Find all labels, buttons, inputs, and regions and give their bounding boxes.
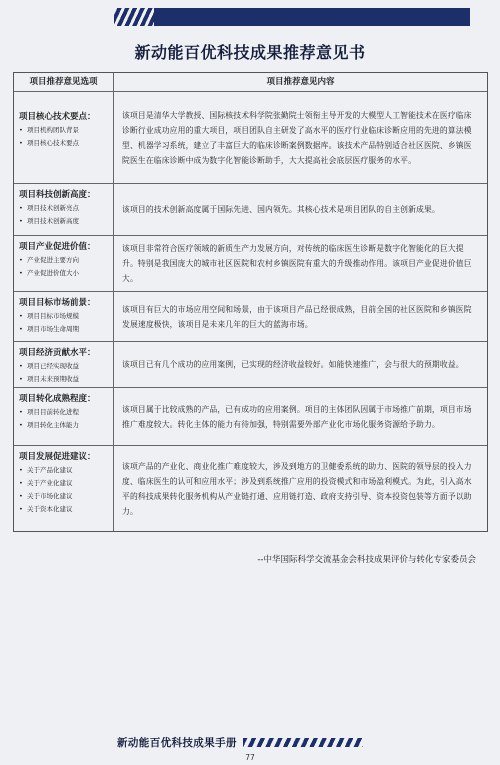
- table-row: [14, 91, 487, 183]
- section-content: 该项目非常符合医疗领域的新质生产力发展方向，对传统的临床医生诊断是数字化智能化的巨大提升。特别是我国庞大的城市社区医院和农村乡镇医院有重大的升级推动作用。该项目产业促进价值巨大。: [122, 244, 472, 283]
- content-cell: [114, 292, 487, 341]
- section-title: 项目核心技术要点：: [19, 112, 96, 122]
- table-row: [14, 235, 487, 291]
- section-content: 该项目的技术创新高度属于国际先进、国内领先。其核心技术是项目团队的自主创新成果。: [122, 205, 440, 214]
- option-cell: [14, 388, 114, 445]
- table-row: [14, 341, 487, 387]
- section-title: 项目科技创新高度：: [19, 190, 96, 200]
- page-number: 77: [245, 753, 255, 762]
- content-cell: [114, 388, 487, 445]
- bullet-item: • 项目已经实现收益: [19, 362, 79, 370]
- committee-attribution: --中华国际科学交流基金会科技成果评价与转化专家委员会: [257, 555, 476, 565]
- header-option-column: 项目推荐意见选项: [14, 73, 114, 91]
- header-content-column: 项目推荐意见内容: [266, 77, 335, 87]
- section-title: 项目产业促进价值：: [19, 242, 96, 252]
- header-stripe-decoration: [114, 8, 154, 26]
- content-cell: [114, 236, 487, 291]
- content-cell: [114, 184, 487, 235]
- bullet-item: • 项目目前转化进程: [19, 408, 79, 416]
- bullet-item: • 项目技术创新亮点: [19, 204, 79, 212]
- bullet-item: • 关于市场化建议: [19, 492, 73, 500]
- bullet-item: • 关于资本化建议: [19, 505, 73, 513]
- content-cell: [114, 342, 487, 387]
- option-cell: [14, 446, 114, 531]
- bullet-item: • 项目核心技术要点: [19, 139, 79, 147]
- table-row: [14, 183, 487, 235]
- bullet-item: • 产业促进主要方向: [19, 256, 79, 264]
- table-header-row: [14, 73, 487, 91]
- page-footer: [117, 735, 363, 750]
- option-cell: [14, 236, 114, 291]
- bullet-item: • 关于产品化建议: [19, 466, 73, 474]
- section-content: 该项目已有几个成功的应用案例，已实现的经济收益较好。如能快速推广，会与很大的预期收益。: [122, 360, 464, 369]
- top-header-bar: [114, 8, 470, 26]
- bullet-item: • 项目机构团队背景: [19, 126, 79, 134]
- bullet-item: • 项目未来预期收益: [19, 375, 79, 383]
- option-cell: [14, 92, 114, 183]
- section-title: 项目经济贡献水平：: [19, 348, 96, 358]
- recommendation-table: [13, 72, 488, 532]
- footer-title: 新动能百优科技成果手册: [117, 737, 237, 749]
- footer-stripe-decoration: [243, 738, 363, 747]
- bullet-item: • 项目市场生命周期: [19, 325, 79, 333]
- table-row: [14, 445, 487, 531]
- option-cell: [14, 292, 114, 341]
- section-content: 该项目有巨大的市场应用空间和场景，由于该项目产品已经很成熟，目前全国的社区医院和乡镇医院发展速度极快，该项目是未来几年的巨大的蓝海市场。: [122, 304, 472, 329]
- content-cell: [114, 92, 487, 183]
- document-title: 新动能百优科技成果推荐意见书: [134, 43, 366, 62]
- bullet-item: • 项目转化主体能力: [19, 421, 79, 429]
- bullet-item: • 项目技术创新高度: [19, 217, 79, 225]
- section-title: 项目目标市场前景：: [19, 298, 96, 308]
- bullet-item: • 产业促进价值大小: [19, 269, 79, 277]
- content-cell: [114, 446, 487, 531]
- section-content: 该项产品的产业化、商业化推广难度较大，涉及到地方的卫健委系统的助力、医院的领导层的投入力度、临床医生的认可和应用水平；涉及到系统推广应用的投资模式和市场盈利模式。为此，引入高水平的科技成果转化服务机构从产业链打通、应用链打造、政府支持引导、资本投资包装等方面予以助力。: [122, 461, 472, 516]
- option-cell: [14, 184, 114, 235]
- bullet-item: • 关于产业化建议: [19, 479, 73, 487]
- section-title: 项目转化成熟程度：: [19, 394, 96, 404]
- section-content: 该项目属于比较成熟的产品，已有成功的应用案例。项目的主体团队因属于市场推广前期，项目市场推广难度较大。转化主体的能力有待加强，特别需要外部产业化市场化服务资源给予助力。: [122, 404, 472, 429]
- table-row: [14, 387, 487, 445]
- option-cell: [14, 342, 114, 387]
- bullet-item: • 项目目标市场规模: [19, 312, 79, 320]
- table-row: [14, 291, 487, 341]
- section-content: 该项目是清华大学教授、国际核技术科学院张勤院士领衔主导开发的大模型人工智能技术在医疗临床诊断行业成功应用的重大项目，项目团队自主研发了高水平的医疗行业临床诊断应用的先进的算法模型、机器学习系统，建立了丰富巨大的临床诊断案例数据库。该技术产品特别适合社区医院、乡镇医院医生在临床诊断中成为数字化智能诊断助手，大大提高社会底层医疗服务的水平。: [122, 110, 472, 165]
- section-title: 项目发展促进建议：: [19, 452, 96, 462]
